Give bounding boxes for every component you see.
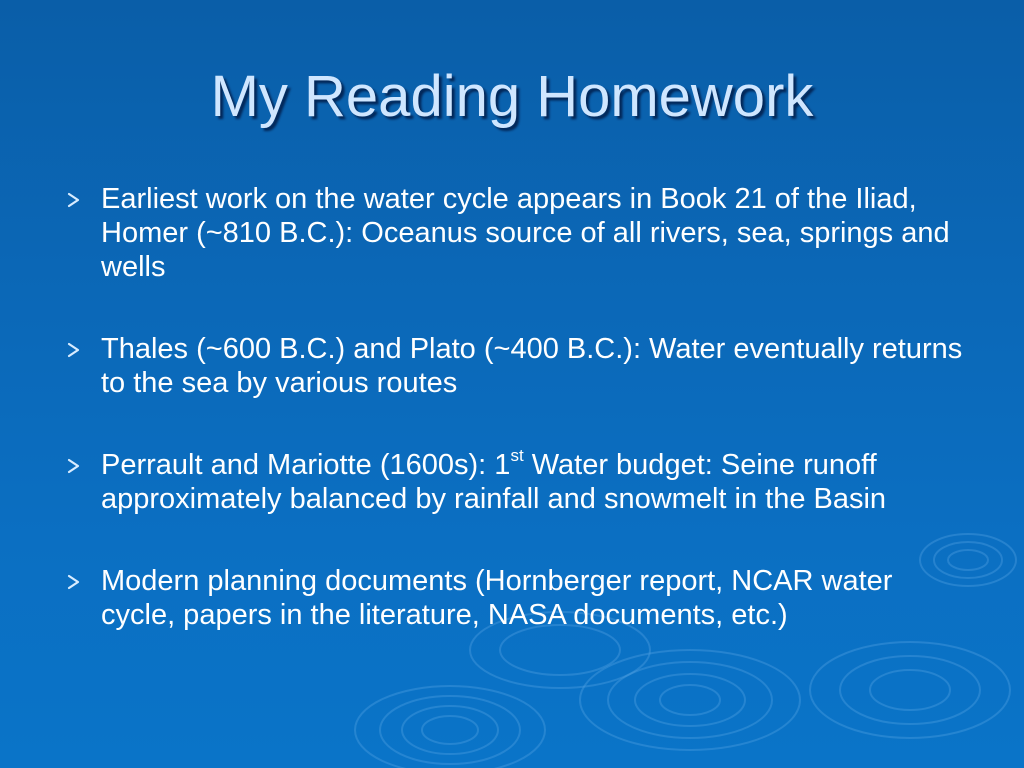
bullet-text-after: Water budget: Seine runoff approximately balanced by rainfall and snowmelt in the Basin: [101, 449, 887, 515]
chevron-right-icon: [66, 574, 82, 590]
bullet-text-before: Perrault and Mariotte (1600s): 1: [101, 449, 511, 481]
chevron-right-icon: [66, 192, 82, 208]
bullet-list: [66, 182, 966, 680]
ordinal-superscript: st: [510, 446, 524, 466]
bullet-item: [66, 332, 966, 400]
bullet-text: Modern planning documents (Hornberger report, NCAR water cycle, papers in the literature, NASA documents, etc.): [101, 565, 893, 631]
bullet-item: [66, 448, 966, 516]
chevron-right-icon: [66, 458, 82, 474]
bullet-item: [66, 182, 966, 284]
bullet-item: [66, 564, 966, 632]
bullet-text: Thales (~600 B.C.) and Plato (~400 B.C.): Water eventually returns to the sea by various routes: [101, 333, 963, 399]
bullet-text: Earliest work on the water cycle appears in Book 21 of the Iliad, Homer (~810 B.C.): Oceanus source of all rivers, sea, springs and wells: [101, 183, 950, 283]
slide-title: My Reading Homework: [210, 64, 814, 129]
bullet-text: [101, 446, 887, 515]
chevron-right-icon: [66, 342, 82, 358]
